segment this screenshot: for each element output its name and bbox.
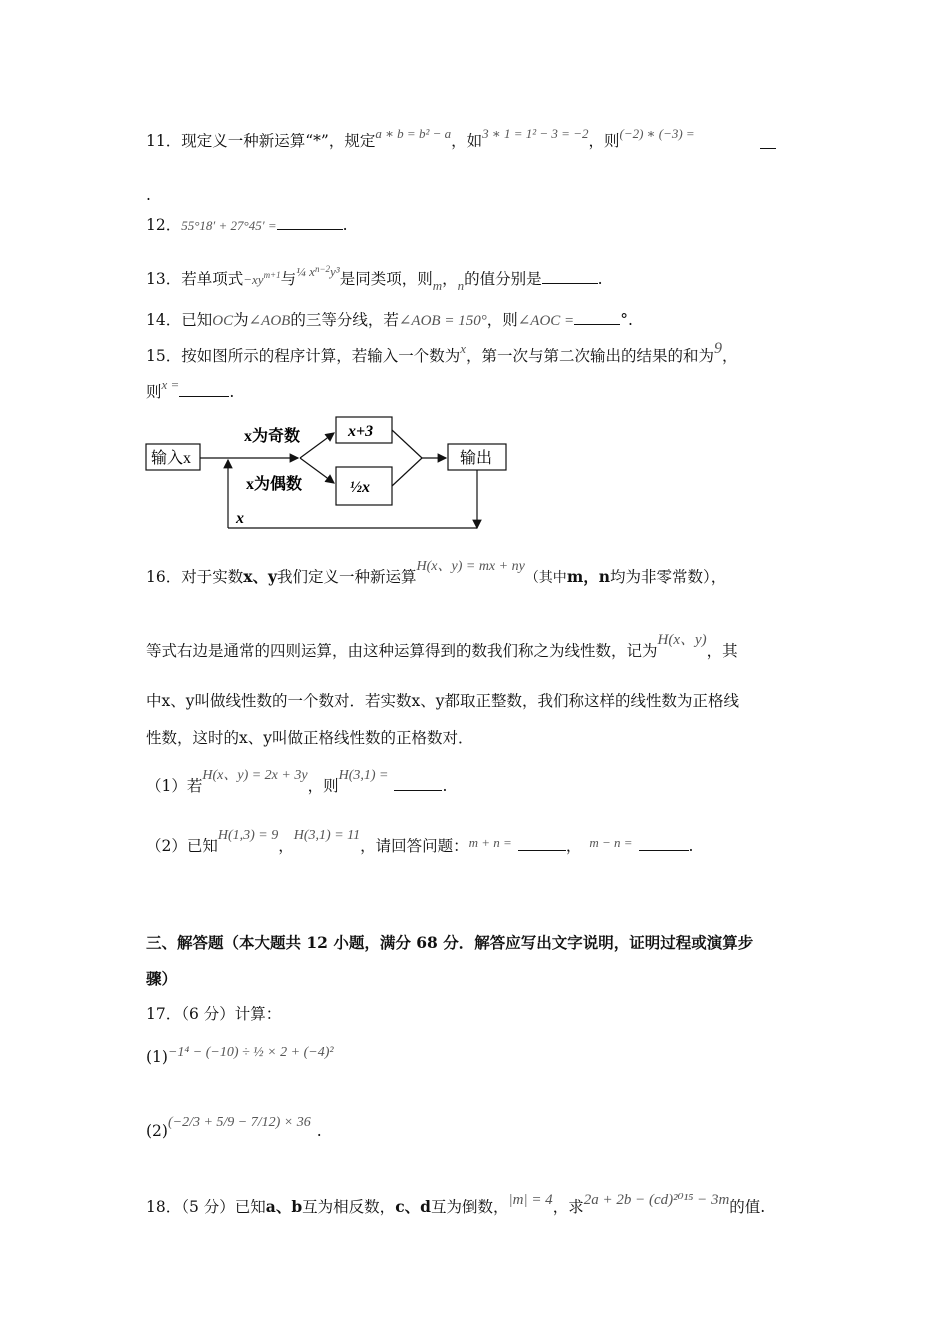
question-15-line2: 则$^{x =}$ . [146, 377, 235, 401]
question-12: 12．55°18′ + 27°45′ = . [146, 216, 348, 234]
question-16-part2: （2）已知H(1,3) = 9，H(3,1) = 11，请回答问题：$^{m + n =}$ ， $^{m - n =}$ . [146, 828, 694, 855]
question-17: 17．（6 分）计算： [146, 1005, 282, 1023]
answer-blank-13[interactable] [542, 269, 598, 284]
answer-blank-14[interactable] [574, 310, 620, 325]
odd-branch [300, 433, 334, 458]
question-16-part1: （1）若H(x、y) = 2x + 3y，则H(3,1) =. [146, 768, 448, 795]
program-flowchart [140, 410, 520, 535]
loop-label: x [236, 510, 244, 527]
question-16: 16．对于实数x、y我们定义一种新运算H(x、y) = mx + ny（其中m，n均为非零常数）， [146, 559, 727, 586]
section-3-title: 三、解答题（本大题共 12 小题，满分 68 分．解答应写出文字说明，证明过程或演算步 [146, 933, 754, 952]
question-17-part1: (1)−1⁴ − (−10) ÷ ½ × 2 + (−4)² [146, 1045, 334, 1066]
question-16-line2: 等式右边是通常的四则运算，由这种运算得到的数我们称之为线性数，记为H(x、y)，其 [146, 632, 738, 660]
question-16-line3: 中x、y叫做线性数的一个数对．若实数x、y都取正整数，我们称这样的线性数为正格线 [146, 692, 739, 710]
merge-top [392, 430, 422, 458]
answer-blank-16-1[interactable] [394, 776, 442, 791]
answer-blank-16-2b[interactable] [639, 836, 689, 851]
question-13: 13．若单项式$-xy^{m+1}$与$^{\frac{1}{4} xn-2y^3}$是同类项，则$_m$，$_n$的值分别是 . [146, 264, 603, 294]
answer-blank-16-2a[interactable] [518, 836, 566, 851]
question-15: 15．按如图所示的程序计算，若输入一个数为$^x$，第一次与第二次输出的结果的和为9， [146, 340, 738, 365]
half-label: ½x [350, 479, 370, 496]
answer-blank-11[interactable] [760, 134, 776, 149]
answer-blank-15[interactable] [179, 382, 229, 397]
plus-three-label: x+3 [348, 423, 374, 440]
question-11: 11．现定义一种新运算“*”，规定$^{a ∗ b = b^2 - a}$，如$^{3 ∗ 1 = 1^2 - 3 = -2}$，则$^{(-2) ∗ (-3) =}$ [146, 126, 695, 150]
even-branch [300, 458, 334, 483]
even-label: x为偶数 [246, 476, 303, 493]
merge-bottom [392, 458, 422, 486]
q11-period: . [146, 186, 151, 204]
question-14: 14．已知OC为∠AOB的三等分线，若∠AOB = 150°，则∠AOC = °. [146, 311, 633, 329]
section-3-title-cont: 骤） [146, 969, 178, 988]
question-17-part2: (2)(−2/3 + 5/9 − 7/12) × 36 . [146, 1115, 322, 1140]
output-label: 输出 [460, 450, 493, 467]
answer-blank-12[interactable] [277, 215, 343, 230]
odd-label: x为奇数 [244, 428, 301, 445]
input-label: 输入x [151, 450, 192, 467]
question-16-line4: 性数，这时的x、y叫做正格线性数的正格数对． [146, 729, 474, 747]
question-18: 18．（5 分）已知a、b互为相反数，c、d互为倒数，|m| = 4，求2a + 2b − (cd)²⁰¹⁵ − 3m的值. [146, 1192, 766, 1216]
